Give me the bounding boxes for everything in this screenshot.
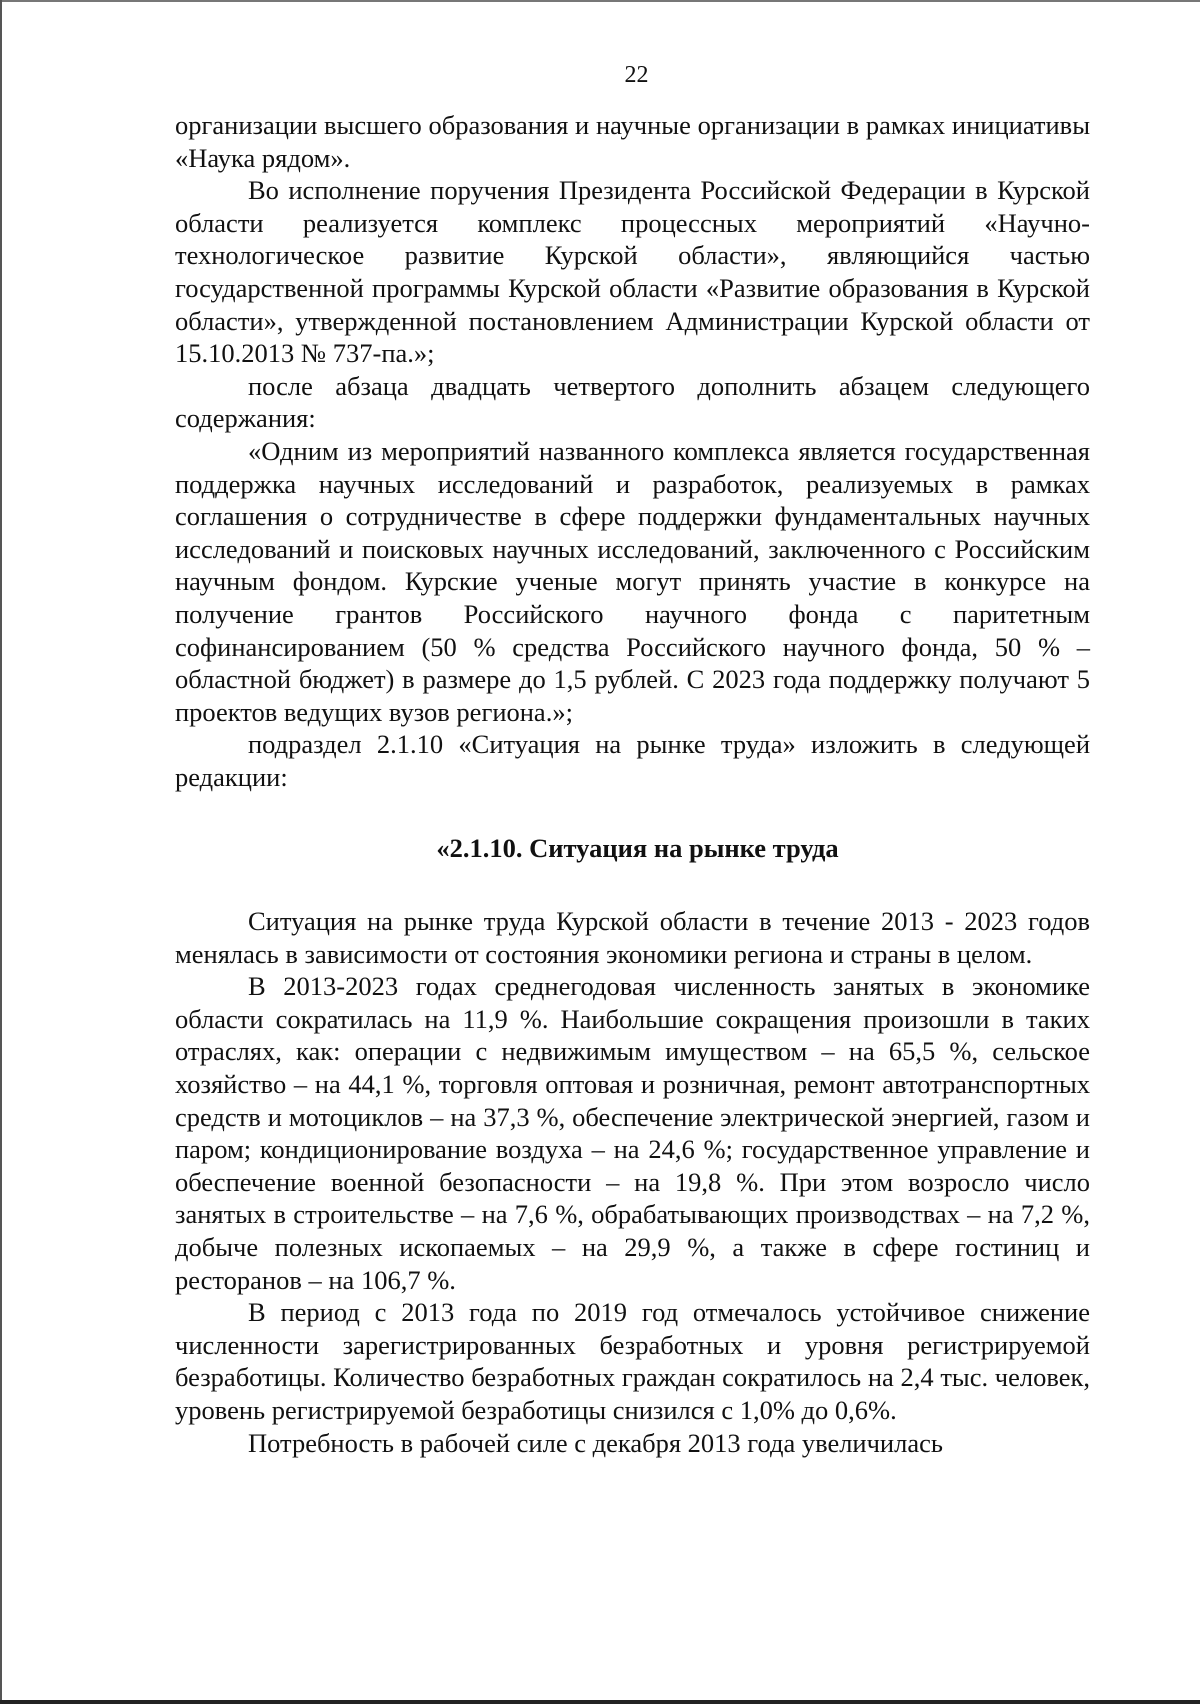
document-page xyxy=(175,55,1090,1459)
scan-bottom-edge xyxy=(0,1700,1200,1704)
body-after-heading xyxy=(175,905,1090,1459)
body-before-heading xyxy=(175,109,1090,793)
paragraph-9: Потребность в рабочей силе с декабря 2013 года увеличилась xyxy=(248,1427,943,1458)
paragraph-7: В 2013-2023 годах среднегодовая численность занятых в экономике области сократилась на 11,9 %. Наибольшие сокращения произошли в таких отраслях, как: операции с недвижимым имуществом – на 65,5 %, сельское хозяйство – на 44,1 %, торговля оптовая и розничная, ремонт автотранспортных средств и мотоциклов – на 37,3 %, обеспечение электрической энергией, газом и паром; кондиционирование воздуха – на 24,6 %; государственное управление и обеспечение военной безопасности – на 19,8 %. При этом возросло число занятых в строительстве – на 7,6 %, обрабатывающих производствах – на 7,2 %, добыче полезных ископаемых – на 29,9 %, а также в сфере гостиниц и ресторанов – на 106,7 %. xyxy=(175,971,1090,1295)
paragraph-5: подраздел 2.1.10 «Ситуация на рынке труда» изложить в следующей редакции: xyxy=(175,729,1090,792)
section-heading: «2.1.10. Ситуация на рынке труда xyxy=(436,833,839,864)
page-number: 22 xyxy=(624,62,649,88)
paragraph-2: Во исполнение поручения Президента Российской Федерации в Курской области реализуется комплекс процессных мероприятий «Научно-технологическое развитие Курской области», являющийся частью государственной программы Курской области «Развитие образования в Курской области», утвержденной постановлением Администрации Курской области от 15.10.2013 № 737-па.»; xyxy=(175,175,1090,369)
paragraph-6: Ситуация на рынке труда Курской области в течение 2013 - 2023 годов менялась в зависимости от состояния экономики региона и страны в целом. xyxy=(175,906,1090,969)
scan-top-edge xyxy=(0,0,1200,2)
scan-left-edge xyxy=(0,0,2,1704)
paragraph-1: организации высшего образования и научные организации в рамках инициативы «Наука рядом». xyxy=(175,110,1090,173)
paragraph-8: В период с 2013 года по 2019 год отмечалось устойчивое снижение численности зарегистрированных безработных и уровня регистрируемой безработицы. Количество безработных граждан сократилось на 2,4 тыс. человек, уровень регистрируемой безработицы снизился с 1,0% до 0,6%. xyxy=(175,1297,1090,1425)
paragraph-4: «Одним из мероприятий названного комплекса является государственная поддержка научных исследований и разработок, реализуемых в рамках соглашения о сотрудничестве в сфере поддержки фундаментальных научных исследований и поисковых научных исследований, заключенного с Российским научным фондом. Курские ученые могут принять участие в конкурсе на получение грантов Российского научного фонда с паритетным софинансированием (50 % средства Российского научного фонда, 50 % – областной бюджет) в размере до 1,5 рублей. С 2023 года поддержку получают 5 проектов ведущих вузов региона.»; xyxy=(175,435,1090,727)
paragraph-3: после абзаца двадцать четвертого дополнить абзацем следующего содержания: xyxy=(175,370,1090,434)
